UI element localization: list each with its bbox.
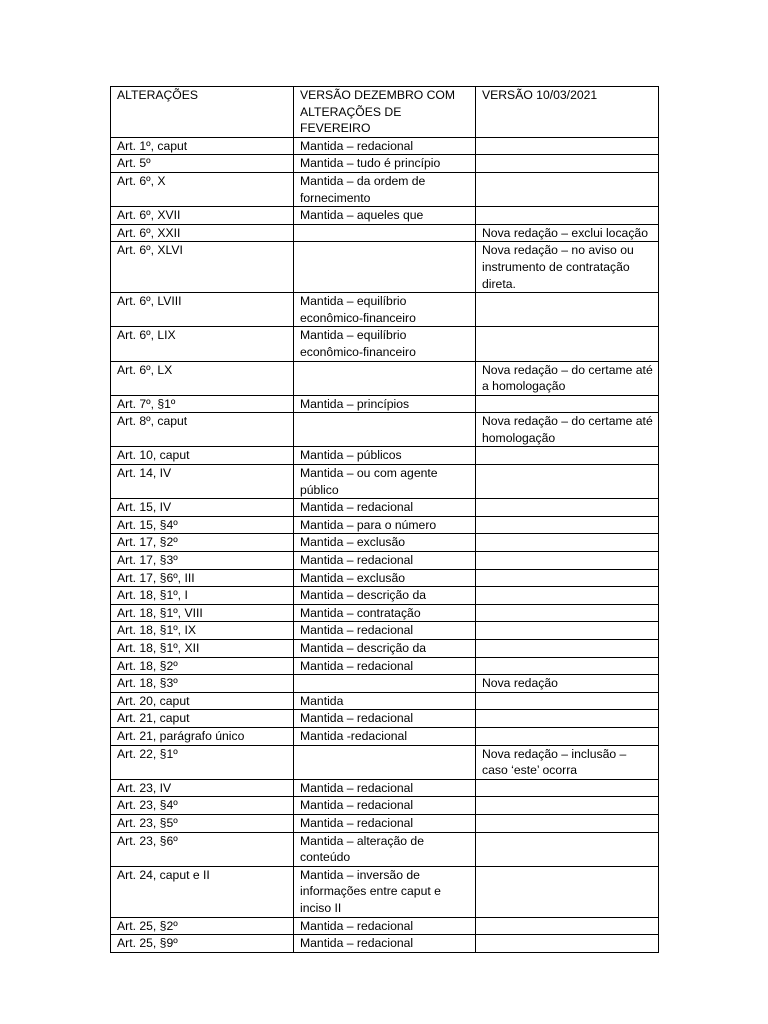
table-row (111, 866, 659, 917)
march-version-cell (476, 465, 659, 499)
article-cell: Art. 21, parágrafo único (111, 727, 294, 745)
article-cell: Art. 6º, XVII (111, 207, 294, 225)
december-version-cell: Mantida – contratação (294, 604, 476, 622)
march-version-cell (476, 293, 659, 327)
december-version-cell: Mantida – exclusão (294, 569, 476, 587)
article-cell: Art. 8º, caput (111, 413, 294, 447)
table-body (111, 137, 659, 952)
article-cell: Art. 5º (111, 155, 294, 173)
table-row (111, 293, 659, 327)
header-row (111, 87, 659, 138)
article-cell: Art. 10, caput (111, 447, 294, 465)
article-cell: Art. 23, IV (111, 779, 294, 797)
december-version-cell (294, 224, 476, 242)
march-version-cell (476, 207, 659, 225)
article-cell: Art. 6º, XXII (111, 224, 294, 242)
march-version-cell (476, 657, 659, 675)
december-version-cell: Mantida – aqueles que (294, 207, 476, 225)
table-row (111, 779, 659, 797)
march-version-cell (476, 552, 659, 570)
article-cell: Art. 24, caput e II (111, 866, 294, 917)
table-row (111, 604, 659, 622)
table-row (111, 447, 659, 465)
table-row (111, 832, 659, 866)
december-version-cell: Mantida – redacional (294, 499, 476, 517)
table-row (111, 465, 659, 499)
march-version-cell: Nova redação – exclui locação (476, 224, 659, 242)
march-version-cell (476, 587, 659, 605)
table-row (111, 692, 659, 710)
december-version-cell: Mantida – redacional (294, 137, 476, 155)
table-row (111, 552, 659, 570)
december-version-cell: Mantida – redacional (294, 779, 476, 797)
article-cell: Art. 18, §1º, IX (111, 622, 294, 640)
march-version-cell (476, 779, 659, 797)
table-row (111, 569, 659, 587)
march-version-cell: Nova redação – do certame até homologação (476, 413, 659, 447)
december-version-cell: Mantida – princípios (294, 395, 476, 413)
article-cell: Art. 17, §3º (111, 552, 294, 570)
article-cell: Art. 6º, LIX (111, 327, 294, 361)
december-version-cell: Mantida – equilíbrio econômico-financeiro (294, 327, 476, 361)
header-versao-dezembro: VERSÃO DEZEMBRO COM ALTERAÇÕES DE FEVEREIRO (294, 87, 476, 138)
article-cell: Art. 18, §1º, XII (111, 640, 294, 658)
table-row (111, 327, 659, 361)
march-version-cell: Nova redação – no aviso ou instrumento de contratação direta. (476, 242, 659, 293)
table-row (111, 814, 659, 832)
march-version-cell (476, 327, 659, 361)
december-version-cell: Mantida – para o número (294, 516, 476, 534)
december-version-cell (294, 745, 476, 779)
table-row (111, 516, 659, 534)
december-version-cell: Mantida – da ordem de fornecimento (294, 172, 476, 206)
table-row (111, 640, 659, 658)
december-version-cell: Mantida – exclusão (294, 534, 476, 552)
table-row (111, 675, 659, 693)
march-version-cell (476, 447, 659, 465)
march-version-cell: Nova redação (476, 675, 659, 693)
header-alteracoes: ALTERAÇÕES (111, 87, 294, 138)
table-row (111, 657, 659, 675)
table-row (111, 172, 659, 206)
article-cell: Art. 21, caput (111, 710, 294, 728)
article-cell: Art. 18, §1º, I (111, 587, 294, 605)
table-row (111, 917, 659, 935)
article-cell: Art. 6º, X (111, 172, 294, 206)
article-cell: Art. 25, §2º (111, 917, 294, 935)
article-cell: Art. 23, §4º (111, 797, 294, 815)
article-cell: Art. 1º, caput (111, 137, 294, 155)
march-version-cell (476, 534, 659, 552)
december-version-cell: Mantida – redacional (294, 797, 476, 815)
article-cell: Art. 17, §6º, III (111, 569, 294, 587)
march-version-cell (476, 155, 659, 173)
december-version-cell: Mantida – redacional (294, 622, 476, 640)
article-cell: Art. 18, §3º (111, 675, 294, 693)
article-cell: Art. 6º, LX (111, 361, 294, 395)
march-version-cell: Nova redação – do certame até a homologação (476, 361, 659, 395)
march-version-cell (476, 797, 659, 815)
march-version-cell (476, 516, 659, 534)
march-version-cell (476, 640, 659, 658)
march-version-cell (476, 710, 659, 728)
march-version-cell (476, 395, 659, 413)
march-version-cell (476, 935, 659, 953)
march-version-cell: Nova redação – inclusão – caso ‘este’ ocorra (476, 745, 659, 779)
table-row (111, 361, 659, 395)
march-version-cell (476, 172, 659, 206)
march-version-cell (476, 137, 659, 155)
header-versao-marco: VERSÃO 10/03/2021 (476, 87, 659, 138)
table-row (111, 242, 659, 293)
table-row (111, 395, 659, 413)
december-version-cell: Mantida – redacional (294, 710, 476, 728)
december-version-cell: Mantida – ou com agente público (294, 465, 476, 499)
table-row (111, 727, 659, 745)
march-version-cell (476, 866, 659, 917)
table-row (111, 935, 659, 953)
article-cell: Art. 25, §9º (111, 935, 294, 953)
december-version-cell (294, 361, 476, 395)
table-header (111, 87, 659, 138)
december-version-cell: Mantida -redacional (294, 727, 476, 745)
december-version-cell: Mantida – redacional (294, 917, 476, 935)
article-cell: Art. 23, §6º (111, 832, 294, 866)
december-version-cell: Mantida – redacional (294, 814, 476, 832)
article-cell: Art. 15, IV (111, 499, 294, 517)
article-cell: Art. 6º, XLVI (111, 242, 294, 293)
december-version-cell (294, 242, 476, 293)
march-version-cell (476, 917, 659, 935)
article-cell: Art. 22, §1º (111, 745, 294, 779)
december-version-cell: Mantida – redacional (294, 935, 476, 953)
table-row (111, 413, 659, 447)
article-cell: Art. 15, §4º (111, 516, 294, 534)
march-version-cell (476, 604, 659, 622)
december-version-cell: Mantida – inversão de informações entre caput e inciso II (294, 866, 476, 917)
march-version-cell (476, 727, 659, 745)
article-cell: Art. 17, §2º (111, 534, 294, 552)
article-cell: Art. 18, §1º, VIII (111, 604, 294, 622)
table-row (111, 137, 659, 155)
article-cell: Art. 14, IV (111, 465, 294, 499)
december-version-cell: Mantida (294, 692, 476, 710)
december-version-cell: Mantida – redacional (294, 552, 476, 570)
table-row (111, 155, 659, 173)
march-version-cell (476, 814, 659, 832)
changes-table (110, 86, 659, 953)
article-cell: Art. 23, §5º (111, 814, 294, 832)
table-row (111, 745, 659, 779)
march-version-cell (476, 692, 659, 710)
march-version-cell (476, 832, 659, 866)
december-version-cell (294, 413, 476, 447)
december-version-cell: Mantida – alteração de conteúdo (294, 832, 476, 866)
march-version-cell (476, 499, 659, 517)
article-cell: Art. 6º, LVIII (111, 293, 294, 327)
table-row (111, 534, 659, 552)
table-row (111, 207, 659, 225)
december-version-cell: Mantida – descrição da (294, 640, 476, 658)
table-row (111, 499, 659, 517)
table-row (111, 710, 659, 728)
december-version-cell: Mantida – públicos (294, 447, 476, 465)
table-row (111, 797, 659, 815)
december-version-cell (294, 675, 476, 693)
table-row (111, 587, 659, 605)
december-version-cell: Mantida – redacional (294, 657, 476, 675)
march-version-cell (476, 569, 659, 587)
december-version-cell: Mantida – descrição da (294, 587, 476, 605)
article-cell: Art. 7º, §1º (111, 395, 294, 413)
article-cell: Art. 18, §2º (111, 657, 294, 675)
december-version-cell: Mantida – tudo é princípio (294, 155, 476, 173)
table-row (111, 224, 659, 242)
table-row (111, 622, 659, 640)
december-version-cell: Mantida – equilíbrio econômico-financeiro (294, 293, 476, 327)
march-version-cell (476, 622, 659, 640)
article-cell: Art. 20, caput (111, 692, 294, 710)
